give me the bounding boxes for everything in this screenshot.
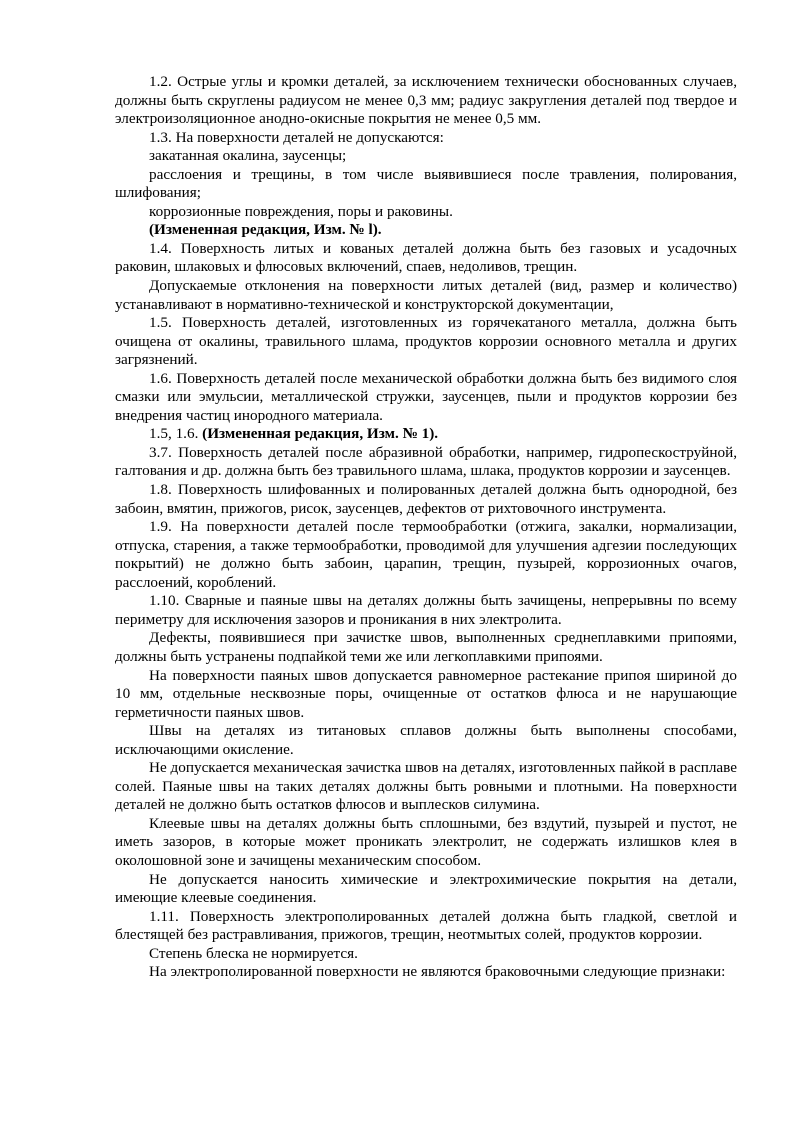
list-item-cracks: расслоения и трещины, в том числе выявившиеся после травления, полирования, шлифования;	[115, 165, 737, 202]
revision-note-2-text: (Измененная редакция, Изм. № 1).	[202, 425, 439, 443]
paragraph-1-6: 1.6. Поверхность деталей после механической обработки должна быть без видимого слоя смазки или эмульсии, металлической стружки, заусенцев, пыли и продуктов коррозии без внедрения частиц инородного материала.	[115, 369, 737, 424]
paragraph-1-3: 1.3. На поверхности деталей не допускаются:	[149, 128, 444, 146]
document-page	[115, 73, 737, 982]
paragraph-1-8: 1.8. Поверхность шлифованных и полированных деталей должна быть однородной, без забоин, вмятин, прижогов, рисок, заусенцев, дефектов от рихтовочного инструмента.	[115, 481, 737, 517]
paragraph-1-4-deviations: Допускаемые отклонения на поверхности литых деталей (вид, размер и количество) устанавливают в нормативно-технической и конструкторской документации,	[115, 277, 737, 313]
paragraph-1-11-signs: На электрополированной поверхности не являются браковочными следующие признаки:	[149, 963, 726, 981]
revision-note-2-refs: 1.5, 1.6.	[149, 425, 199, 443]
paragraph-1-2: 1.2. Острые углы и кромки деталей, за исключением технически обоснованных случаев, должны быть скруглены радиусом не менее 0,3 мм; радиус закругления деталей под твердое и электроизоляционное анодно-окисные покрытия не менее 0,5 мм.	[115, 73, 737, 128]
paragraph-1-4: 1.4. Поверхность литых и кованых деталей должна быть без газовых и усадочных раковин, шлаковых и флюсовых включений, спаев, недоливов, трещин.	[115, 239, 737, 276]
list-item-corrosion: коррозионные повреждения, поры и раковины.	[149, 202, 453, 220]
list-item-scale: закатанная окалина, заусенцы;	[149, 147, 347, 165]
paragraph-1-5: 1.5. Поверхность деталей, изготовленных из горячекатаного металла, должна быть очищена от окалины, травильного шлама, продуктов коррозии основного металла и других загрязнений.	[115, 314, 737, 369]
revision-note-2	[115, 425, 737, 444]
paragraph-1-10-no-coating: Не допускается наносить химические и электрохимические покрытия на детали, имеющие клеевые соединения.	[115, 870, 737, 907]
revision-note-1	[115, 221, 737, 240]
paragraph-1-10-titanium: Швы на деталях из титановых сплавов должны быть выполнены способами, исключающими окисление.	[115, 722, 737, 758]
revision-note-1-text: (Измененная редакция, Изм. № l).	[149, 221, 382, 239]
paragraph-1-9: 1.9. На поверхности деталей после термообработки (отжига, закалки, нормализации, отпуска, старения, а также термообработки, проводимой для улучшения адгезии последующих покрытий) не должно быть забоин, царапин, трещин, пузырей, коррозионных очагов, расслоений, короблений.	[115, 518, 737, 591]
paragraph-1-11: 1.11. Поверхность электрополированных деталей должна быть гладкой, светлой и блестящей без растравливания, прижогов, трещин, неотмытых солей, продуктов коррозии.	[115, 907, 737, 944]
paragraph-1-10-solder: На поверхности паяных швов допускается равномерное растекание припоя шириной до 10 мм, отдельные несквозные поры, очищенные от остатков флюса и не нарушающие герметичности паяных швов.	[115, 666, 737, 721]
paragraph-1-10-adhesive: Клеевые швы на деталях должны быть сплошными, без вздутий, пузырей и пустот, не иметь зазоров, в которые может проникать электролит, не содержать излишков клея в околошовной зоне и зачищены механическим способом.	[115, 814, 737, 869]
paragraph-1-10-defects: Дефекты, появившиеся при зачистке швов, выполненных среднеплавкими припоями, должны быть устранены подпайкой теми же или легкоплавкими припоями.	[115, 629, 737, 665]
paragraph-1-10-salt-brazing: Не допускается механическая зачистка швов на деталях, изготовленных пайкой в расплаве солей. Паяные швы на таких деталях должны быть ровными и плотными. На поверхности деталей не должно быть остатков флюсов и выплесков силумина.	[115, 759, 737, 814]
paragraph-1-10: 1.10. Сварные и паяные швы на деталях должны быть зачищены, непрерывны по всему периметру для исключения зазоров и проникания в них электролита.	[115, 592, 737, 628]
paragraph-1-11-gloss: Степень блеска не нормируется.	[149, 944, 358, 962]
paragraph-3-7: 3.7. Поверхность деталей после абразивной обработки, например, гидропескоструйной, галтования и др. должна быть без травильного шлама, шлака, продуктов коррозии и заусенцев.	[115, 443, 737, 480]
